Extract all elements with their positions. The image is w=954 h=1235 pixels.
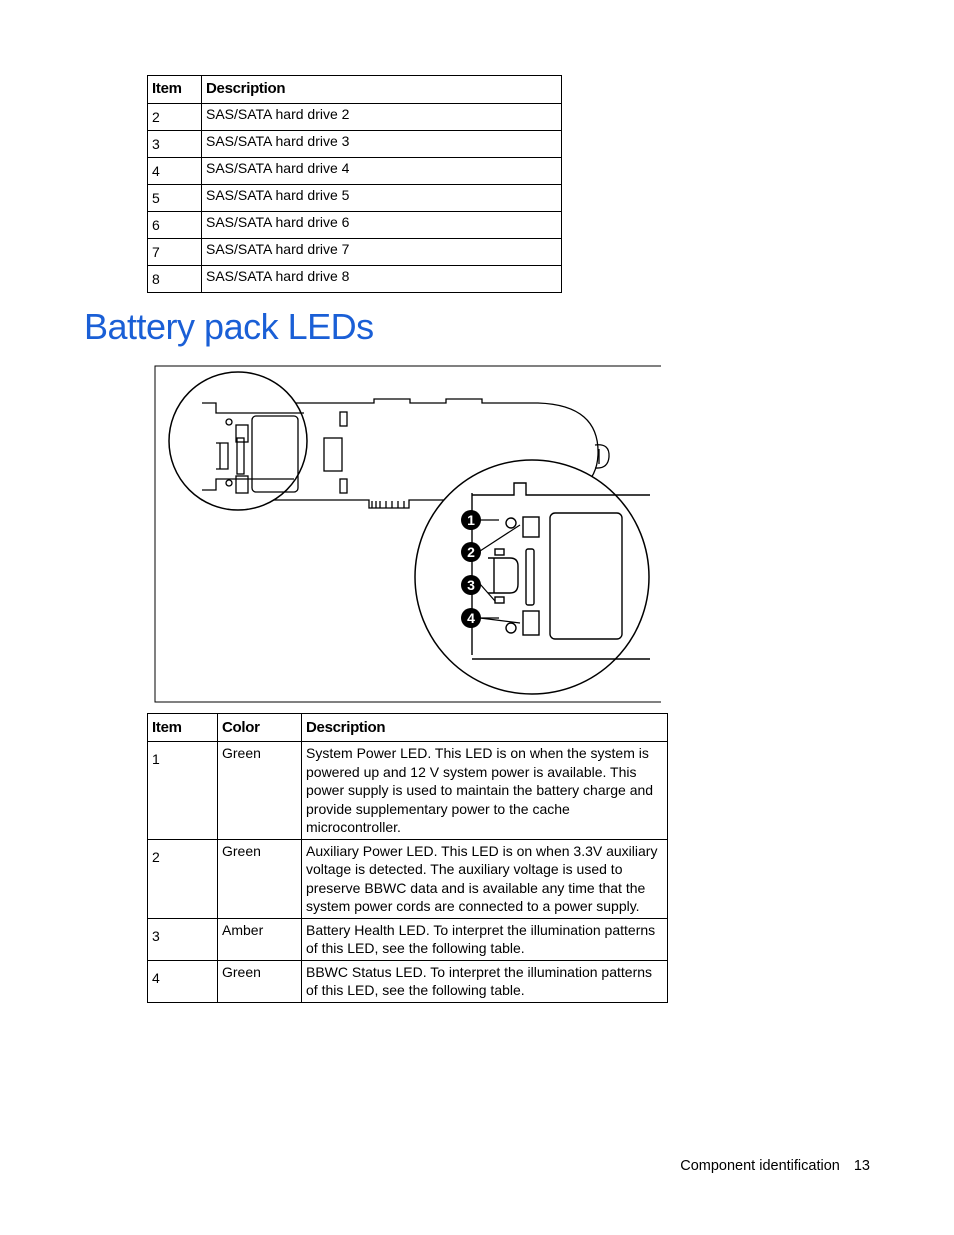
item-cell: 3	[148, 918, 218, 960]
table-row	[148, 839, 668, 918]
description-cell: SAS/SATA hard drive 2	[202, 104, 562, 131]
svg-text:3: 3	[467, 577, 475, 593]
footer-section-name: Component identification	[680, 1158, 840, 1174]
table-row	[148, 131, 562, 158]
section-title: Battery pack LEDs	[84, 306, 374, 347]
battery-pack-figure	[154, 365, 662, 703]
small-detail-view	[169, 372, 307, 510]
table-row	[148, 266, 562, 293]
description-cell: Auxiliary Power LED. This LED is on when 3.3V auxiliary voltage is detected. The auxiliary voltage is used to preserve BBWC data and is available any time that the system power cords are connected to a power supply.	[302, 839, 668, 918]
item-cell: 4	[148, 960, 218, 1002]
table-row	[148, 212, 562, 239]
svg-text:1: 1	[467, 512, 475, 528]
page-footer	[680, 1158, 870, 1174]
svg-text:2: 2	[467, 544, 475, 560]
table-header-row	[148, 714, 668, 742]
item-cell: 2	[148, 104, 202, 131]
large-detail-view	[415, 460, 650, 694]
callout-2	[461, 542, 481, 562]
description-cell: SAS/SATA hard drive 8	[202, 266, 562, 293]
color-cell: Green	[218, 839, 302, 918]
item-cell: 4	[148, 158, 202, 185]
color-cell: Green	[218, 742, 302, 840]
column-header-description: Description	[302, 714, 668, 742]
item-cell: 2	[148, 839, 218, 918]
description-cell: System Power LED. This LED is on when the system is powered up and 12 V system power is available. This power supply is used to maintain the battery charge and provide supplementary power to the cache microcontroller.	[302, 742, 668, 840]
table-row	[148, 185, 562, 212]
item-cell: 1	[148, 742, 218, 840]
page-number: 13	[853, 1158, 870, 1174]
color-cell: Green	[218, 960, 302, 1002]
item-cell: 3	[148, 131, 202, 158]
description-cell: SAS/SATA hard drive 7	[202, 239, 562, 266]
column-header-description: Description	[202, 76, 562, 104]
color-cell: Amber	[218, 918, 302, 960]
table-row	[148, 742, 668, 840]
table-row	[148, 239, 562, 266]
table-row	[148, 104, 562, 131]
column-header-item: Item	[148, 714, 218, 742]
item-cell: 6	[148, 212, 202, 239]
description-cell: Battery Health LED. To interpret the illumination patterns of this LED, see the following table.	[302, 918, 668, 960]
item-cell: 7	[148, 239, 202, 266]
callout-1	[461, 510, 481, 530]
description-cell: SAS/SATA hard drive 4	[202, 158, 562, 185]
table-row	[148, 918, 668, 960]
callout-3	[461, 575, 481, 595]
table-row	[148, 960, 668, 1002]
table-header-row	[148, 76, 562, 104]
column-header-color: Color	[218, 714, 302, 742]
description-cell: BBWC Status LED. To interpret the illumination patterns of this LED, see the following table.	[302, 960, 668, 1002]
led-table	[147, 713, 668, 1003]
callout-4	[461, 608, 481, 628]
item-cell: 5	[148, 185, 202, 212]
drives-table	[147, 75, 562, 293]
description-cell: SAS/SATA hard drive 5	[202, 185, 562, 212]
table-row	[148, 158, 562, 185]
description-cell: SAS/SATA hard drive 6	[202, 212, 562, 239]
item-cell: 8	[148, 266, 202, 293]
column-header-item: Item	[148, 76, 202, 104]
description-cell: SAS/SATA hard drive 3	[202, 131, 562, 158]
svg-text:4: 4	[467, 610, 475, 626]
